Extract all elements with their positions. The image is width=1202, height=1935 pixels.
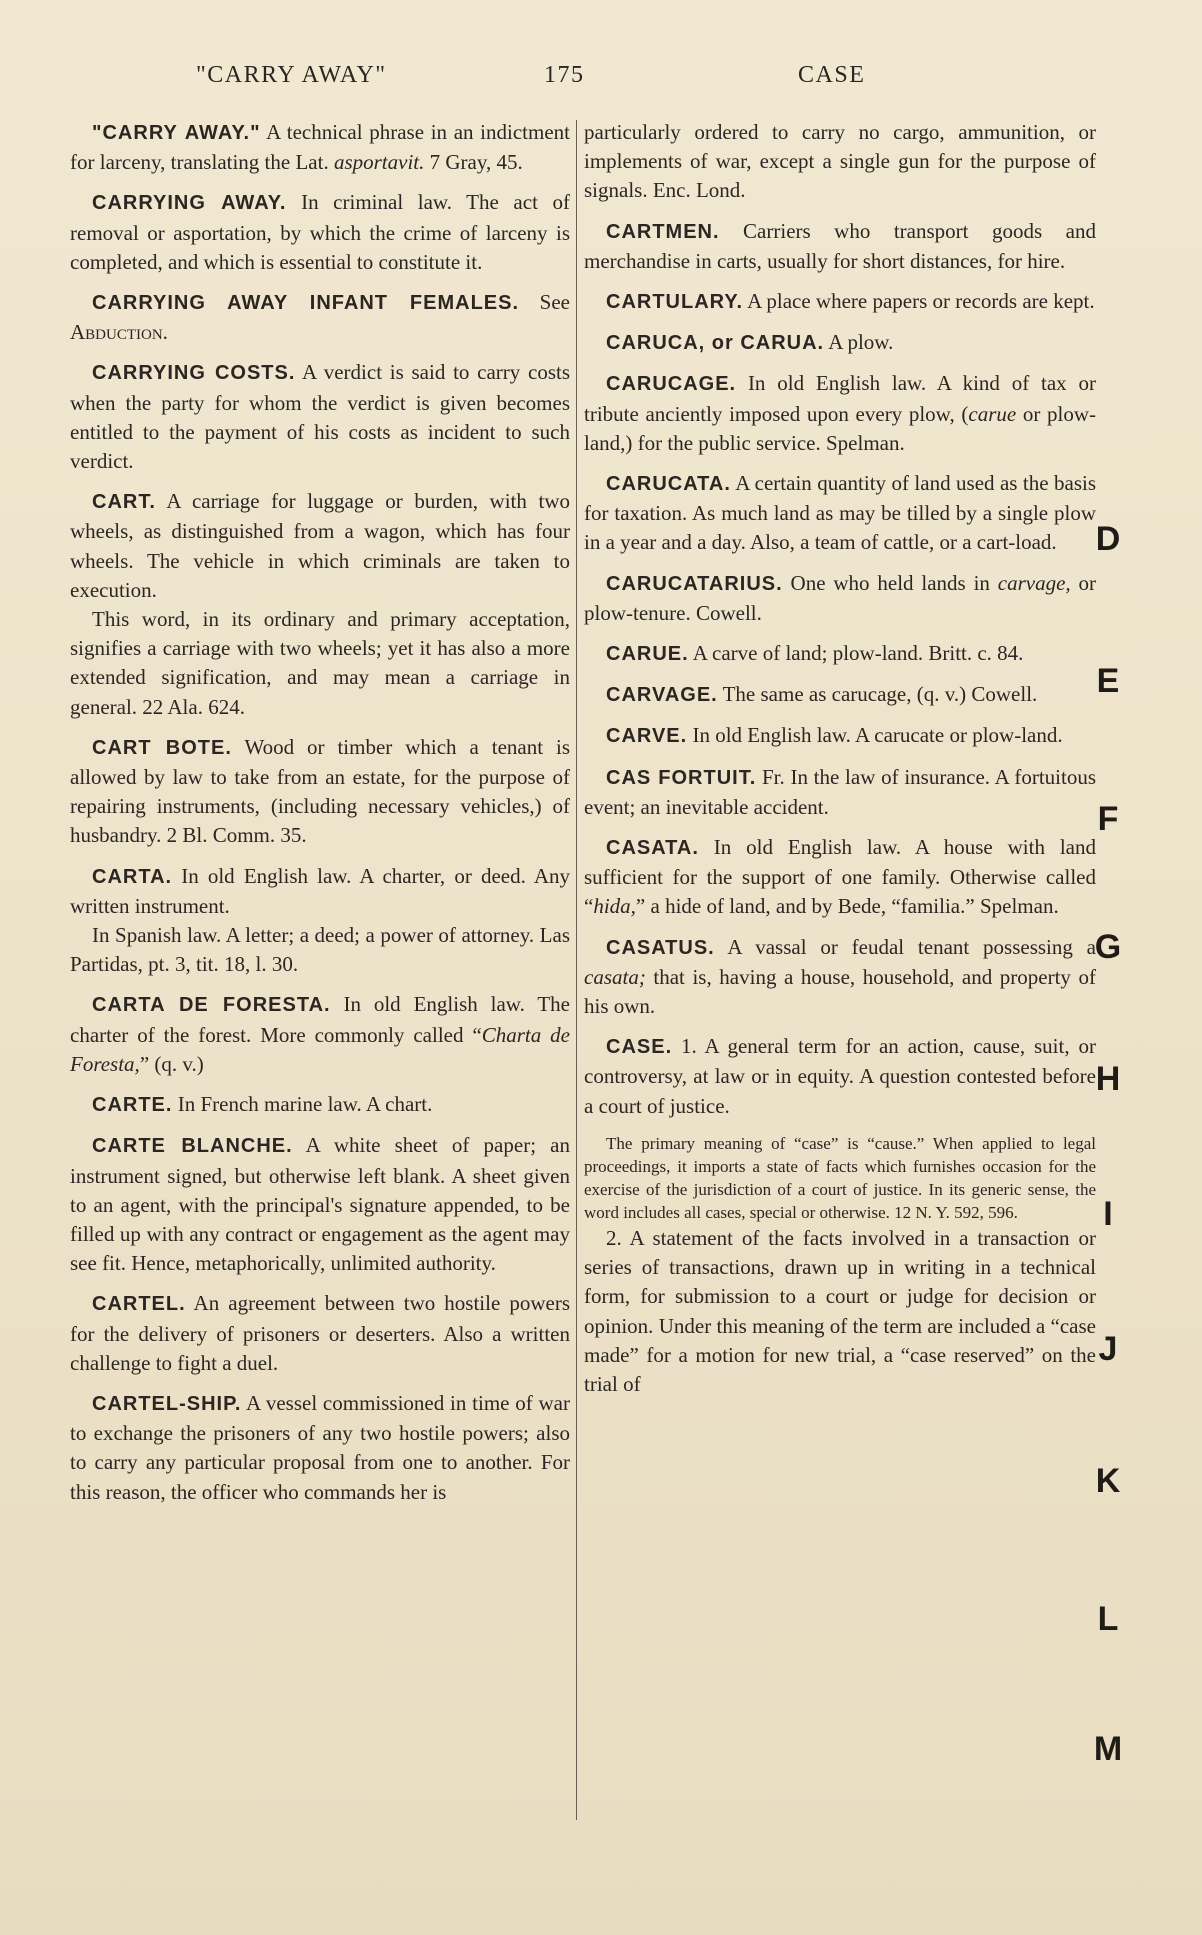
- entry-continuation: [70, 605, 570, 722]
- entry-headword: CART.: [92, 491, 156, 514]
- running-head-left: "CARRY AWAY": [196, 62, 387, 88]
- entry-definition-tail: ” a hide of land, and by Bede, “familia.” Spelman.: [635, 894, 1059, 919]
- entry-continuation: [584, 1224, 1096, 1399]
- entry-definition-tail: that is, having a house, household, and property of his own.: [584, 964, 1096, 1019]
- dictionary-entry: [584, 680, 1096, 710]
- entry-continuation: [70, 921, 570, 979]
- entry-headword: CARTA.: [92, 865, 173, 888]
- entry-definition: A carriage for luggage or burden, with two wheels, as distinguished from a wagon, which has four wheels. The vehicle in which criminals are taken to execution.: [70, 489, 570, 602]
- entry-definition: In old English law. A kind of tax or tribute anciently imposed upon every plow, (: [584, 371, 1096, 426]
- entry-definition-tail: ” (q. v.): [139, 1051, 204, 1076]
- thumb-index-letter[interactable]: K: [1095, 1462, 1121, 1500]
- entry-definition: A carve of land; plow-land. Britt. c. 84.: [688, 641, 1024, 666]
- continuation-text: This word, in its ordinary and primary acceptation, signifies a carriage with two wheels; yet it has also a more extended signification, and may mean a carriage in general. 22 Ala. 624.: [70, 607, 570, 719]
- dictionary-entry: [70, 733, 570, 851]
- dictionary-entry: [70, 1090, 570, 1120]
- entry-headword: CARTE.: [92, 1094, 173, 1117]
- entry-headword: CARVAGE.: [606, 684, 718, 707]
- dictionary-entry: [70, 1131, 570, 1278]
- continuation-text: 2. A statement of the facts involved in a transaction or series of transactions, drawn up in writing in a technical form, for submission to a court or judge for decision or opinion. Under this meaning of the term are included a “case made” for a motion for new trial, a “case reserved” on the trial of: [584, 1225, 1096, 1396]
- thumb-index-letter[interactable]: L: [1097, 1600, 1119, 1638]
- entry-definition: A certain quantity of land used as the basis for taxation. As much land as may be tilled by a single plow in a year and a day. Also, a team of cattle, or a cart-load.: [584, 471, 1096, 555]
- column-divider: [576, 120, 577, 1820]
- entry-definition: In old English law. The charter of the forest. More commonly called “: [70, 992, 570, 1047]
- dictionary-entry: [70, 118, 570, 177]
- entry-headword: CARUE.: [606, 643, 689, 666]
- entry-headword: CARTEL.: [92, 1293, 186, 1316]
- thumb-index-letter[interactable]: D: [1095, 520, 1121, 558]
- italic-term: carvage,: [997, 570, 1071, 595]
- entry-headword: CARUCATA.: [606, 473, 731, 496]
- dictionary-entry: [584, 569, 1096, 628]
- entry-headword: CART BOTE.: [92, 736, 232, 759]
- italic-term: Charta de Foresta,: [70, 1022, 570, 1076]
- entry-definition-tail: or plow-tenure. Cowell.: [584, 570, 1096, 625]
- entry-headword: CARTEL-SHIP.: [92, 1392, 242, 1415]
- entry-definition: In French marine law. A chart.: [172, 1092, 433, 1117]
- running-head-right: CASE: [798, 62, 866, 88]
- entry-definition: In old English law. A charter, or deed. Any written instrument.: [70, 863, 570, 918]
- entry-definition: 1. A general term for an action, cause, suit, or controversy, at law or in equity. A question contested before a court of justice.: [584, 1034, 1096, 1118]
- dictionary-entry: [70, 487, 570, 605]
- entry-headword: CARTA DE FORESTA.: [92, 994, 331, 1017]
- dictionary-entry: [584, 1032, 1096, 1121]
- entry-definition-tail: 7 Gray, 45.: [424, 150, 523, 175]
- entry-definition: An agreement between two hostile powers for the delivery of prisoners or deserters. Also a written challenge to fight a duel.: [70, 1291, 570, 1375]
- dictionary-entry: [584, 639, 1096, 669]
- dictionary-entry: [70, 288, 570, 347]
- entry-headword: CARTMEN.: [606, 220, 720, 243]
- entry-headword: CASE.: [606, 1036, 673, 1059]
- right-column: [584, 118, 1096, 1410]
- entry-headword: CARRYING AWAY INFANT FEMALES.: [92, 292, 520, 315]
- thumb-index-letter[interactable]: I: [1103, 1195, 1113, 1233]
- dictionary-entry: [584, 369, 1096, 458]
- thumb-index-letter[interactable]: J: [1098, 1330, 1118, 1368]
- dictionary-entry: [584, 933, 1096, 1022]
- dictionary-entry: [70, 358, 570, 476]
- left-column: [70, 118, 570, 1518]
- entry-definition: See: [519, 290, 571, 315]
- entry-definition: Fr. In the law of insurance. A fortuitous event; an inevitable accident.: [584, 764, 1096, 819]
- continuation-text: In Spanish law. A letter; a deed; a power of attorney. Las Partidas, pt. 3, tit. 18, l. 30.: [70, 923, 570, 977]
- entry-definition: A technical phrase in an indictment for larceny, translating the Lat.: [70, 120, 570, 175]
- entry-headword: CARUCAGE.: [606, 373, 737, 396]
- note-text: The primary meaning of “case” is “cause.” When applied to legal proceedings, it imports a state of facts which furnishes occasion for the exercise of the jurisdiction of a court of justice. In its generic sense, the word includes all cases, special or otherwise. 12 N. Y. 592, 596.: [584, 1133, 1096, 1222]
- entry-headword: CASATA.: [606, 837, 699, 860]
- dictionary-entry: [70, 862, 570, 921]
- italic-term: asportavit.: [333, 150, 425, 175]
- dictionary-entry: [584, 469, 1096, 558]
- italic-term: casata;: [584, 964, 646, 989]
- entry-headword: CARUCATARIUS.: [606, 572, 783, 595]
- dictionary-entry: [70, 188, 570, 277]
- thumb-index-letter[interactable]: E: [1096, 662, 1120, 700]
- entry-headword: CARUCA, or CARUA.: [606, 332, 825, 355]
- entry-definition: In old English law. A house with land sufficient for the support of one family. Otherwise called “: [584, 835, 1096, 919]
- thumb-index-letter[interactable]: H: [1095, 1060, 1121, 1098]
- thumb-index-letter[interactable]: M: [1093, 1730, 1123, 1768]
- entry-definition: A vassal or feudal tenant possessing a: [714, 934, 1096, 959]
- dictionary-entry: [584, 287, 1096, 317]
- entry-headword: CASATUS.: [606, 936, 715, 959]
- quoted-note: [584, 1132, 1096, 1224]
- entry-definition: Carriers who transport goods and merchandise in carts, usually for short distances, for hire.: [584, 218, 1096, 273]
- dictionary-entry: [70, 990, 570, 1079]
- thumb-index-letter[interactable]: G: [1094, 928, 1122, 966]
- entry-definition: A white sheet of paper; an instrument signed, but otherwise left blank. A sheet given to an agent, with the principal's signature appended, to be filled up with any contract or engagement as the agent may see fit. Hence, metaphorically, unlimited authority.: [70, 1133, 570, 1276]
- entry-definition-tail: or plow-land,) for the public service. Spelman.: [584, 401, 1096, 455]
- carried-over-text: [584, 118, 1096, 206]
- italic-term: carue: [968, 401, 1017, 426]
- entry-headword: CAS FORTUIT.: [606, 766, 757, 789]
- dictionary-entry: [584, 721, 1096, 751]
- entry-headword: "CARRY AWAY.": [92, 122, 261, 144]
- dictionary-entry: [70, 1289, 570, 1378]
- entry-definition: Wood or timber which a tenant is allowed by law to take from an estate, for the purpose of repairing instruments, (including necessary vehicles,) of husbandry. 2 Bl. Comm. 35.: [70, 734, 570, 848]
- entry-headword: CARRYING COSTS.: [92, 362, 296, 385]
- dictionary-entry: [584, 217, 1096, 276]
- entry-definition: One who held lands in: [782, 570, 998, 595]
- entry-definition: A plow.: [824, 330, 894, 355]
- entry-headword: CARTULARY.: [606, 291, 744, 314]
- entry-headword: CARRYING AWAY.: [92, 192, 287, 215]
- dictionary-entry: [70, 1389, 570, 1507]
- dictionary-entry: [584, 763, 1096, 822]
- dictionary-entry: [584, 833, 1096, 922]
- dictionary-entry: [584, 328, 1096, 358]
- entry-definition: A verdict is said to carry costs when the party for whom the verdict is given becomes entitled to the payment of his costs as incident to such verdict.: [70, 360, 570, 474]
- italic-term: hida,: [593, 894, 636, 919]
- page-number: 175: [544, 62, 585, 88]
- entry-definition: A vessel commissioned in time of war to exchange the prisoners of any two hostile powers; also to carry any particular proposal from one to another. For this reason, the officer who commands her is: [70, 1390, 570, 1504]
- running-head: [0, 62, 1202, 94]
- entry-definition: A place where papers or records are kept.: [743, 289, 1095, 314]
- carried-text: particularly ordered to carry no cargo, ammunition, or implements of war, except a single gun for the purpose of signals. Enc. Lond.: [584, 120, 1096, 203]
- entry-definition: In old English law. A carucate or plow-land.: [687, 723, 1063, 748]
- thumb-index-letter[interactable]: F: [1097, 800, 1119, 838]
- cross-reference: Abduction.: [70, 320, 168, 345]
- entry-definition: In criminal law. The act of removal or asportation, by which the crime of larceny is completed, and which is essential to constitute it.: [70, 190, 570, 274]
- entry-definition: The same as carucage, (q. v.) Cowell.: [717, 682, 1038, 707]
- entry-headword: CARVE.: [606, 725, 688, 748]
- entry-headword: CARTE BLANCHE.: [92, 1135, 293, 1158]
